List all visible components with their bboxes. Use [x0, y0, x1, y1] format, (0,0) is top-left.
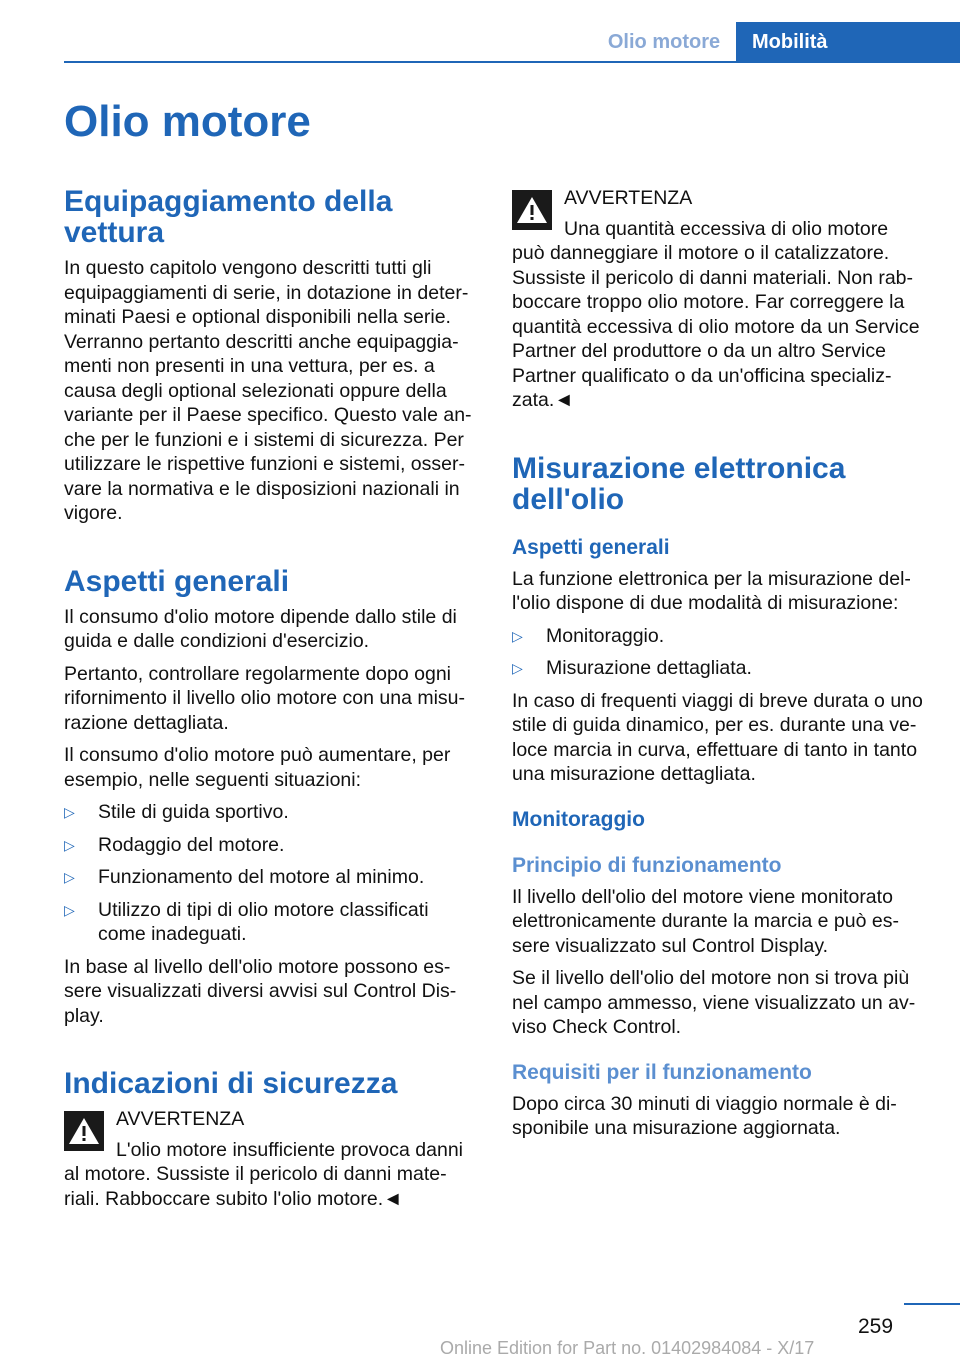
- footer-edition: Online Edition for Part no. 01402984084 - X/17: [440, 1338, 815, 1358]
- triangle-right-icon: ▷: [64, 804, 75, 820]
- warning-title: AVVERTENZA: [116, 1108, 245, 1130]
- general-paragraph-1: Il consumo d'olio motore dipende dallo stile di guida e dalle condizioni d'esercizio.: [64, 605, 457, 652]
- measurement-heading: Misurazione elettronica dell'olio: [512, 451, 846, 516]
- warning-box: [512, 186, 926, 413]
- left-column: [64, 186, 478, 1219]
- safety-heading: Indicazioni di sicurezza: [64, 1067, 398, 1100]
- footer-rule: [904, 1303, 960, 1305]
- requirements-paragraph: Dopo circa 30 minuti di viaggio normale è di-sponibile una misurazione aggiornata.: [512, 1092, 897, 1139]
- list-item: ▷ Funzionamento del motore al minimo.: [64, 866, 425, 888]
- general-paragraph-4: In base al livello dell'olio motore possono es-sere visualizzati diversi avvisi sul Control Dis-play.: [64, 955, 457, 1027]
- measurement-paragraph-2: In caso di frequenti viaggi di breve durata o uno stile di guida dinamico, per es. durante una ve-loce marcia in curva, effettuare di tanto in tanto una misurazione dettagliata.: [512, 689, 923, 785]
- warning-triangle-icon: [512, 190, 552, 230]
- page-title: Olio motore: [64, 97, 311, 146]
- list-item: ▷ Utilizzo di tipi di olio motore classificati come inadeguati.: [64, 898, 429, 945]
- warning-triangle-icon: [64, 1111, 104, 1151]
- equipment-text: In questo capitolo vengono descritti tutti gli equipaggiamenti di serie, in dotazione in deter-minati Paesi e optional disponibili nella serie. Verranno pertanto descritti anche equipaggia-menti non presenti in una vettura, per es. a causa degli optional selezionati oppure della variante per il Paese specifico. Questo vale an-che per le funzioni e i sistemi di sicurezza. Per utilizzare le rispettive funzioni e sistemi, osser-vare la normativa e le disposizioni nazionali in vigore.: [64, 257, 472, 524]
- general-paragraph-2: Pertanto, controllare regolarmente dopo ogni rifornimento il livello olio motore con una misu-razione dettagliata.: [64, 662, 465, 734]
- triangle-right-icon: ▷: [512, 627, 523, 644]
- equipment-heading: Equipaggiamento della vettura: [64, 185, 393, 249]
- triangle-right-icon: ▷: [512, 660, 523, 676]
- warning-title: AVVERTENZA: [564, 187, 693, 209]
- triangle-right-icon: ▷: [64, 869, 75, 885]
- page-number: 259: [858, 1315, 894, 1338]
- warning-text: Una quantità eccessiva di olio motore può danneggiare il motore o il catalizzatore. Sussiste il pericolo di danni materiali. Non rab-boccare troppo olio motore. Far correggere la quantità eccessiva di olio motore da un Service Partner del produttore o da un altro Service Partner qualificato o da un'officina specializ-zata.◄: [512, 217, 920, 411]
- right-column: [512, 186, 926, 1149]
- principle-paragraph-2: Se il livello dell'olio del motore non si trova più nel campo ammesso, viene visualizzato un av-viso Check Control.: [512, 967, 916, 1038]
- list-item: ▷ Stile di guida sportivo.: [64, 801, 289, 823]
- list-item: ▷ Rodaggio del motore.: [64, 833, 285, 856]
- general-paragraph-3: Il consumo d'olio motore può aumentare, per esempio, nelle seguenti situazioni:: [64, 744, 451, 791]
- list-item: ▷ Monitoraggio.: [512, 624, 665, 647]
- mode-list: [512, 624, 926, 681]
- monitoring-heading: Monitoraggio: [512, 807, 645, 831]
- warning-box: [64, 1107, 478, 1211]
- principle-heading: Principio di funzionamento: [512, 853, 782, 877]
- triangle-right-icon: ▷: [64, 901, 75, 918]
- principle-paragraph-1: Il livello dell'olio del motore viene monitorato elettronicamente durante la marcia e può es-sere visualizzato sul Control Display.: [512, 885, 899, 957]
- list-item: ▷ Misurazione dettagliata.: [512, 657, 752, 679]
- requirements-heading: Requisiti per il funzionamento: [512, 1060, 812, 1084]
- general-heading: Aspetti generali: [64, 564, 290, 598]
- header-chapter-tab: Mobilità: [736, 22, 960, 62]
- triangle-right-icon: ▷: [64, 836, 75, 853]
- measurement-paragraph-1: La funzione elettronica per la misurazione del-l'olio dispone di due modalità di misurazione:: [512, 567, 911, 614]
- header-section-tab: Olio motore: [607, 30, 721, 53]
- warning-text: L'olio motore insufficiente provoca danni al motore. Sussiste il pericolo di danni mate-riali. Rabboccare subito l'olio motore.◄: [64, 1138, 463, 1210]
- consumption-list: [64, 800, 478, 947]
- general-subheading: Aspetti generali: [512, 535, 670, 559]
- header-rule: [64, 61, 960, 63]
